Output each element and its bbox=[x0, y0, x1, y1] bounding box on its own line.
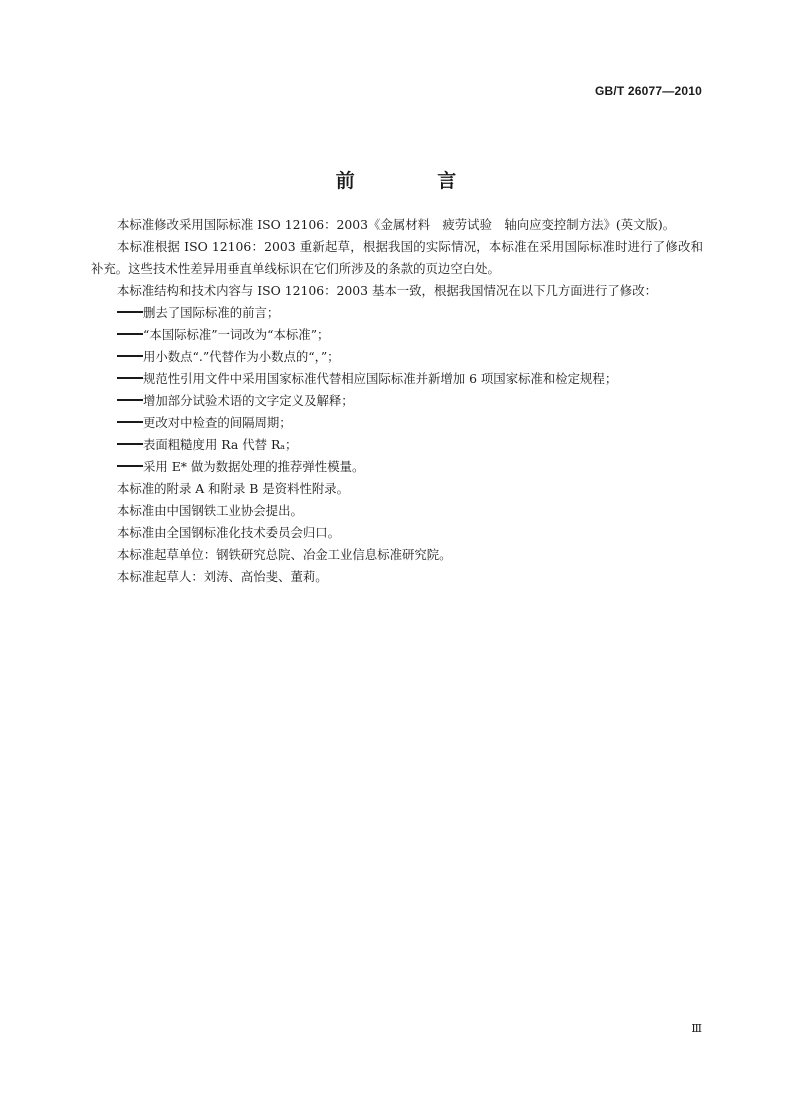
modification-item: 规范性引用文件中采用国家标准代替相应国际标准并新增加 6 项国家标准和检定规程； bbox=[91, 368, 703, 390]
standard-code: GB/T 26077—2010 bbox=[594, 84, 702, 98]
paragraph-redrafting: 本标准根据 ISO 12106：2003 重新起草，根据我国的实际情况，本标准在采用国际标准时进行了修改和补充。这些技术性差异用垂直单线标识在它们所涉及的条款的页边空白处。 bbox=[91, 239, 703, 276]
dash-mark bbox=[117, 355, 143, 357]
dash-mark bbox=[117, 465, 143, 467]
annex-statement: 本标准的附录 A 和附录 B 是资料性附录。 bbox=[117, 481, 350, 496]
dash-mark bbox=[117, 311, 143, 313]
modification-item: “本国际标准”一词改为“本标准”； bbox=[91, 324, 703, 346]
modification-item: 表面粗糙度用 Ra 代替 Rₐ； bbox=[91, 434, 703, 456]
dash-mark bbox=[117, 421, 143, 423]
modification-item: 更改对中检查的间隔周期； bbox=[91, 412, 703, 434]
modification-item: 删去了国际标准的前言； bbox=[91, 302, 703, 324]
drafting-units: 本标准起草单位：钢铁研究总院、冶金工业信息标准研究院。 bbox=[117, 547, 452, 562]
dash-mark bbox=[117, 377, 143, 379]
dash-mark bbox=[117, 443, 143, 445]
page-number: Ⅲ bbox=[691, 1022, 702, 1035]
modification-item: 采用 E* 做为数据处理的推荐弹性模量。 bbox=[91, 456, 703, 478]
drafters: 本标准起草人：刘涛、高怡斐、董莉。 bbox=[117, 569, 328, 584]
committee-statement: 本标准由全国钢标准化技术委员会归口。 bbox=[117, 525, 341, 540]
paragraph-adoption: 本标准修改采用国际标准 ISO 12106：2003《金属材料 疲劳试验 轴向应变控制方法》(英文版)。 bbox=[117, 217, 676, 232]
modification-item: 用小数点“.”代替作为小数点的“，”； bbox=[91, 346, 703, 368]
dash-mark bbox=[117, 333, 143, 335]
modification-item: 增加部分试验术语的文字定义及解释； bbox=[91, 390, 703, 412]
paragraph-structure: 本标准结构和技术内容与 ISO 12106：2003 基本一致，根据我国情况在以下几方面进行了修改： bbox=[117, 283, 657, 298]
dash-mark bbox=[117, 399, 143, 401]
page-title: 前 言 bbox=[335, 169, 495, 192]
foreword-body bbox=[91, 214, 703, 588]
proposer-statement: 本标准由中国钢铁工业协会提出。 bbox=[117, 503, 303, 518]
